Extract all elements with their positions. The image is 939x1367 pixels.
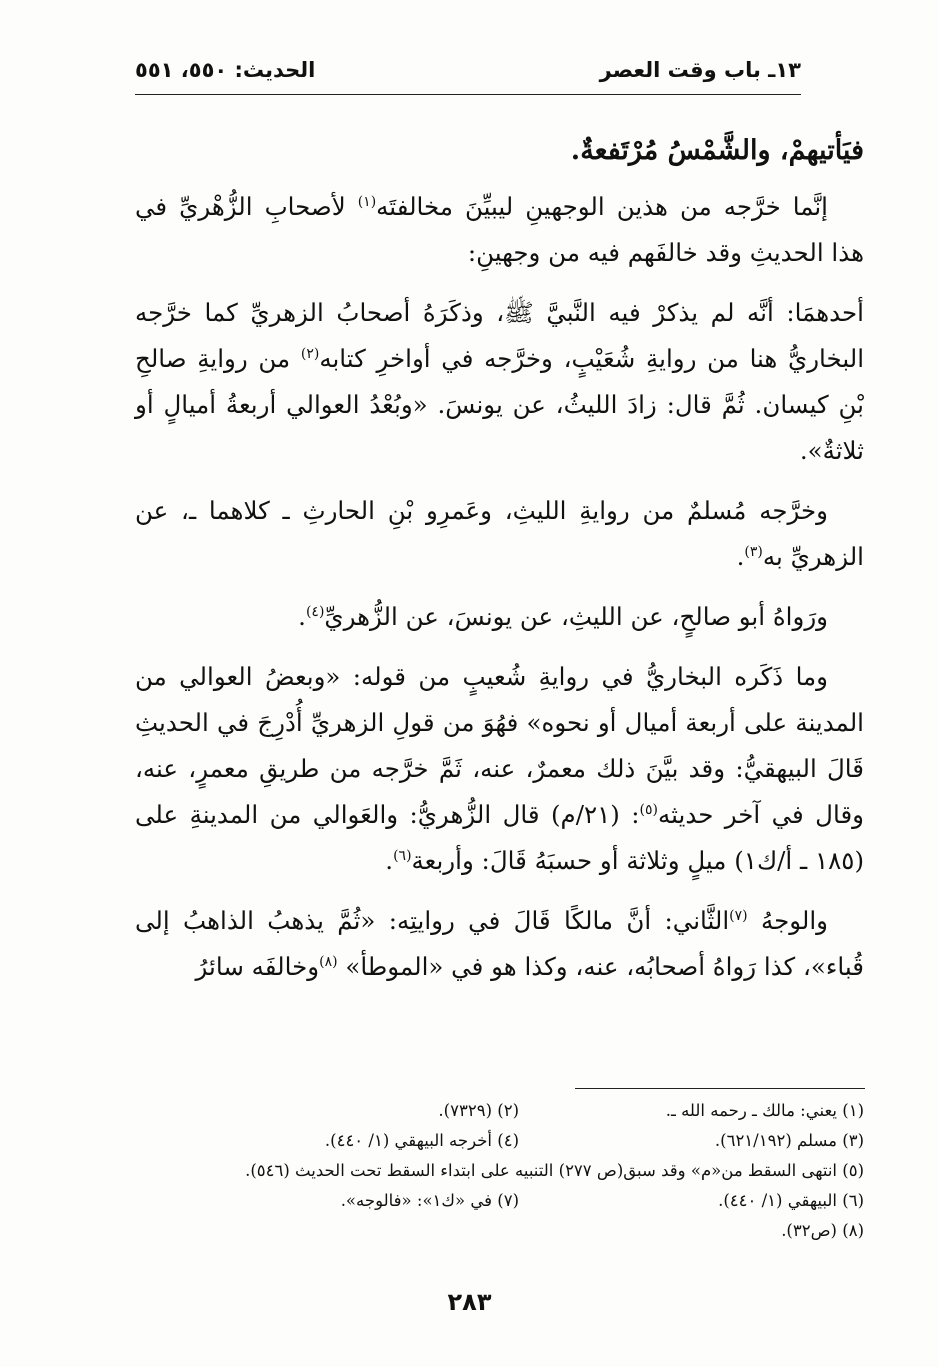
lead-line: فيَأتيهمْ، والشَّمْسُ مُرْتَفعةٌ. — [570, 135, 864, 166]
paragraph-text: : (٢١/م) قال الزُّهريُّ: والعَوالي من المدينةِ على (١٨٥ ـ أ/ك١) ميلٍ وثلاثة أو حسبَهُ قَالَ: وأربعة — [135, 800, 864, 875]
paragraph-text: ورَواهُ أبو صالحٍ، عن الليثِ، عن يونسَ، عن الزُّهريِّ — [324, 602, 828, 631]
paragraph-text: لأصحابِ الزُّهْريِّ في هذا الحديثِ وقد خالفَهم فيه من وجهينِ: — [135, 192, 864, 267]
footnotes — [140, 1096, 864, 1246]
paragraph-text: . — [385, 846, 394, 875]
paragraph-text: وما ذَكَره البخاريُّ في روايةِ شُعيبٍ من قوله: «وبعضُ العوالي من المدينة على أربعة أميال أو نحوه» فهُوَ من قولِ الزهريِّ أُدْرِجَ في الحديثِ قَالَ البيهقيُّ: وقد بيَّنَ ذلك معمرٌ، عنه، ثَمَّ خرَّجه من طريقِ معمرٍ، عنه، وقال في آخر حديثه — [135, 662, 864, 829]
paragraph-text: الثَّاني: أنَّ مالكًا قَالَ في روايتِه: «ثُمَّ يذهبُ الذاهبُ إلى قُباء»، كذا رَواهُ أصحابُه، عنه، وكذا هو في «الموطأ» — [135, 906, 864, 981]
paragraph-6 — [135, 898, 864, 990]
footnote-ref: (٢) — [300, 345, 320, 362]
footnote-5: (٥) انتهى السقط من«م» وقد سبق(ص ٢٧٧) التنبيه على ابتداء السقط تحت الحديث (٥٤٦). — [245, 1161, 864, 1180]
paragraph-text: . — [736, 542, 745, 571]
footnote-8: (٨) (ص٣٢). — [781, 1221, 864, 1240]
hadith-numbers: الحديث: ٥٥٠، ٥٥١ — [135, 58, 316, 82]
footnote-4: (٤) أخرجه البيهقي (١/ ٤٤٠). — [324, 1131, 519, 1150]
paragraph-2 — [135, 290, 864, 474]
footnote-row — [140, 1186, 864, 1216]
footnote-ref: (٨) — [319, 953, 338, 970]
paragraph-text: إنَّما خرَّجه من هذين الوجهينِ ليبيِّنَ مخالفتَه — [376, 192, 828, 221]
paragraph-text: من روايةِ صالحِ بْنِ كيسان. ثُمَّ قال: زادَ الليثُ، عن يونسَ. «وبُعْدُ العوالي أربعةُ أميالٍ أو ثلاثةٌ». — [135, 344, 864, 465]
footnote-3: (٣) مسلم (٦٢١/١٩٢). — [714, 1131, 864, 1150]
footnote-6: (٦) البيهقي (١/ ٤٤٠). — [718, 1191, 864, 1210]
footnote-ref: (٧) — [729, 907, 748, 924]
footnote-ref: (١) — [357, 193, 377, 210]
footnote-row — [140, 1126, 864, 1156]
footnote-7: (٧) في «ك١»: «فالوجه». — [340, 1191, 519, 1210]
footnote-ref: (٣) — [744, 543, 763, 560]
running-header — [135, 52, 801, 95]
footnote-row — [140, 1096, 864, 1126]
footnote-2: (٢) (٧٣٢٩). — [438, 1101, 519, 1120]
paragraph-text: أحدهمَا: أنَّه لم يذكرْ فيه النَّبيَّ ﷺ، وذكَرَهُ أصحابُ الزهريِّ كما خرَّجه البخاريُّ هنا من روايةِ شُعَيْبٍ، وخرَّجه في أواخرِ كتابه — [135, 298, 865, 373]
footnote-ref: (٤) — [305, 603, 325, 620]
paragraph-text: . — [298, 602, 306, 631]
footnote-ref: (٦) — [393, 847, 412, 864]
paragraph-4 — [135, 594, 864, 640]
paragraph-1 — [135, 184, 864, 276]
chapter-title: ١٣ـ باب وقت العصر — [599, 58, 801, 82]
main-text — [135, 128, 864, 1004]
paragraph-5 — [135, 654, 864, 884]
paragraph-text: وخالفَه سائرُ — [195, 952, 320, 981]
page-number: ٢٨٣ — [447, 1288, 492, 1316]
footnote-1: (١) يعني: مالك ـ رحمه الله ـ. — [665, 1101, 864, 1120]
footnote-divider — [575, 1088, 865, 1089]
paragraph-3 — [135, 488, 864, 580]
paragraph-text: والوجهُ — [747, 906, 828, 935]
footnote-ref: (٥) — [639, 801, 658, 818]
paragraph-text: وخرَّجه مُسلمٌ من روايةِ الليثِ، وعَمرِو بْنِ الحارثِ ـ كلاهما ـ، عن الزهريِّ به — [135, 496, 864, 571]
